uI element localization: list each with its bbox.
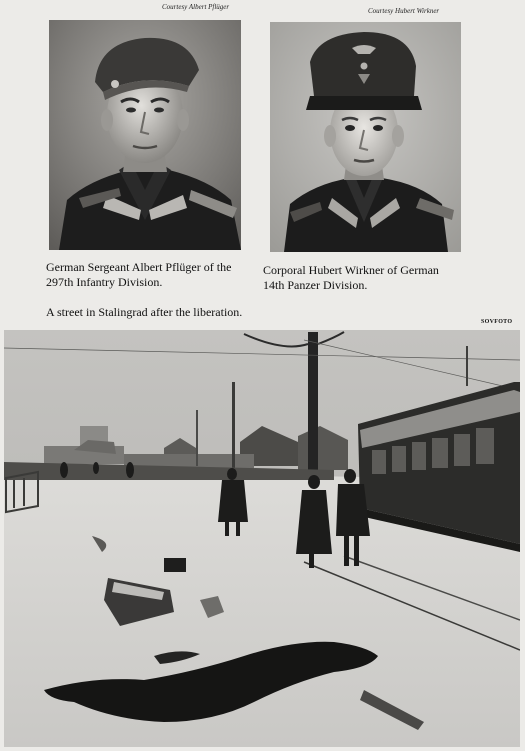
portrait-caption-wirkner [263, 263, 473, 293]
photo-credit: SOVFOTO [481, 319, 513, 325]
portrait-image [270, 22, 461, 252]
street-photo-caption: A street in Stalingrad after the liberation. [46, 305, 243, 319]
caption-line: Corporal Hubert Wirkner of German [263, 263, 439, 277]
caption-line: 14th Panzer Division. [263, 278, 368, 292]
portrait-image [49, 20, 241, 250]
caption-line: 297th Infantry Division. [46, 275, 163, 289]
caption-line: German Sergeant Albert Pflüger of the [46, 260, 232, 274]
portrait-caption-pfluger [46, 260, 256, 290]
street-photo [4, 330, 520, 747]
portrait-photo-wirkner [270, 22, 461, 252]
courtesy-credit-right: Courtesy Hubert Wirkner [368, 7, 440, 15]
courtesy-credit-left: Courtesy Albert Pflüger [162, 3, 230, 11]
street-scene-image [4, 330, 520, 747]
portrait-photo-pfluger [49, 20, 241, 250]
